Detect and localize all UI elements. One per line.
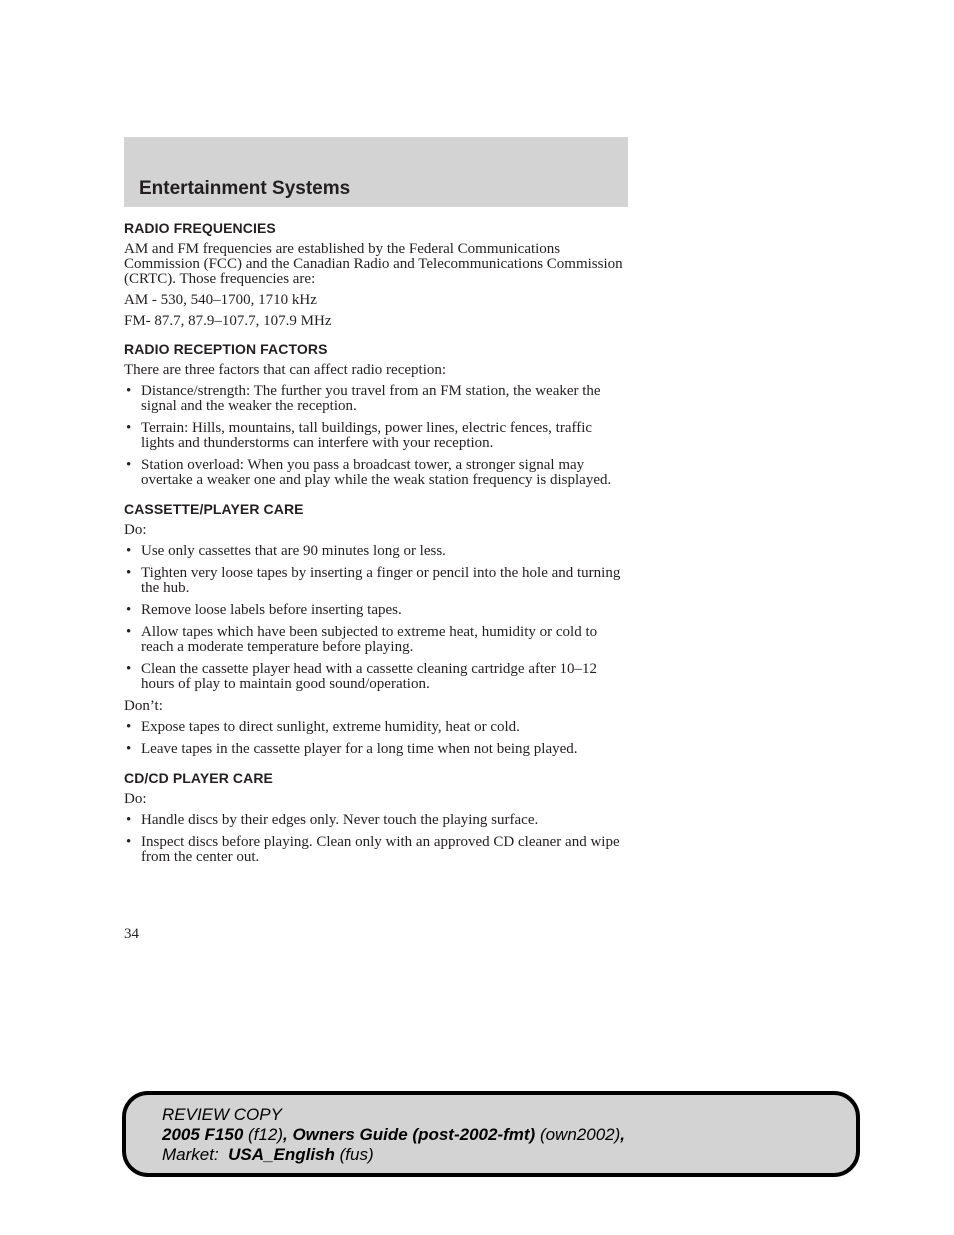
document-id-line xyxy=(162,1125,625,1145)
market-label: Market: xyxy=(162,1145,219,1164)
review-copy-box xyxy=(122,1091,860,1177)
section-header-band xyxy=(124,137,628,207)
bullet-list xyxy=(124,720,628,757)
section-heading-cd-care: CD/CD PLAYER CARE xyxy=(124,770,273,786)
bullet-list xyxy=(124,813,628,865)
review-copy-text xyxy=(162,1105,625,1165)
list-item: • Use only cassettes that are 90 minutes long or less. xyxy=(124,544,628,559)
dont-label: Don’t: xyxy=(124,698,163,714)
page-number: 34 xyxy=(124,926,139,942)
list-item: • Station overload: When you pass a broadcast tower, a stronger signal may overtake a weaker one and play while the weak station frequency is displayed. xyxy=(124,458,628,488)
paragraph: There are three factors that can affect radio reception: xyxy=(124,362,447,378)
paragraph: AM and FM frequencies are established by the Federal Communications Commission (FCC) and the Canadian Radio and Telecommunications Commission (CRTC). Those frequencies are: xyxy=(124,241,623,287)
market-code: (fus) xyxy=(339,1145,374,1164)
separator-comma: , xyxy=(620,1125,625,1144)
section-heading-cassette-care: CASSETTE/PLAYER CARE xyxy=(124,501,304,517)
list-item: • Leave tapes in the cassette player for a long time when not being played. xyxy=(124,742,628,757)
list-item: • Allow tapes which have been subjected to extreme heat, humidity or cold to reach a moderate temperature before playing. xyxy=(124,625,628,655)
bullet-list xyxy=(124,544,628,692)
am-frequencies: AM - 530, 540–1700, 1710 kHz xyxy=(124,292,317,308)
model-name: 2005 F150 xyxy=(162,1125,244,1144)
page-content xyxy=(124,220,628,872)
market-line xyxy=(162,1145,625,1165)
review-copy-label: REVIEW COPY xyxy=(162,1105,282,1124)
guide-name: , Owners Guide (post-2002-fmt) xyxy=(283,1125,536,1144)
list-item: • Remove loose labels before inserting tapes. xyxy=(124,603,628,618)
list-item: • Distance/strength: The further you travel from an FM station, the weaker the signal and the weaker the reception. xyxy=(124,384,628,414)
section-heading-radio-frequencies: RADIO FREQUENCIES xyxy=(124,220,276,236)
model-code: (f12) xyxy=(248,1125,283,1144)
do-label: Do: xyxy=(124,522,147,538)
list-item: • Clean the cassette player head with a cassette cleaning cartridge after 10–12 hours of play to maintain good sound/operation. xyxy=(124,662,628,692)
do-label: Do: xyxy=(124,791,147,807)
guide-code: (own2002) xyxy=(539,1125,621,1144)
list-item: • Tighten very loose tapes by inserting a finger or pencil into the hole and turning the hub. xyxy=(124,566,628,596)
bullet-list xyxy=(124,384,628,488)
list-item: • Inspect discs before playing. Clean only with an approved CD cleaner and wipe from the center out. xyxy=(124,835,628,865)
market-name: USA_English xyxy=(228,1145,335,1164)
list-item: • Expose tapes to direct sunlight, extreme humidity, heat or cold. xyxy=(124,720,628,735)
section-heading-reception-factors: RADIO RECEPTION FACTORS xyxy=(124,341,328,357)
list-item: • Terrain: Hills, mountains, tall buildings, power lines, electric fences, traffic lights and thunderstorms can interfere with your reception. xyxy=(124,421,628,451)
fm-frequencies: FM- 87.7, 87.9–107.7, 107.9 MHz xyxy=(124,313,332,329)
page-title: Entertainment Systems xyxy=(139,178,351,199)
list-item: • Handle discs by their edges only. Never touch the playing surface. xyxy=(124,813,628,828)
